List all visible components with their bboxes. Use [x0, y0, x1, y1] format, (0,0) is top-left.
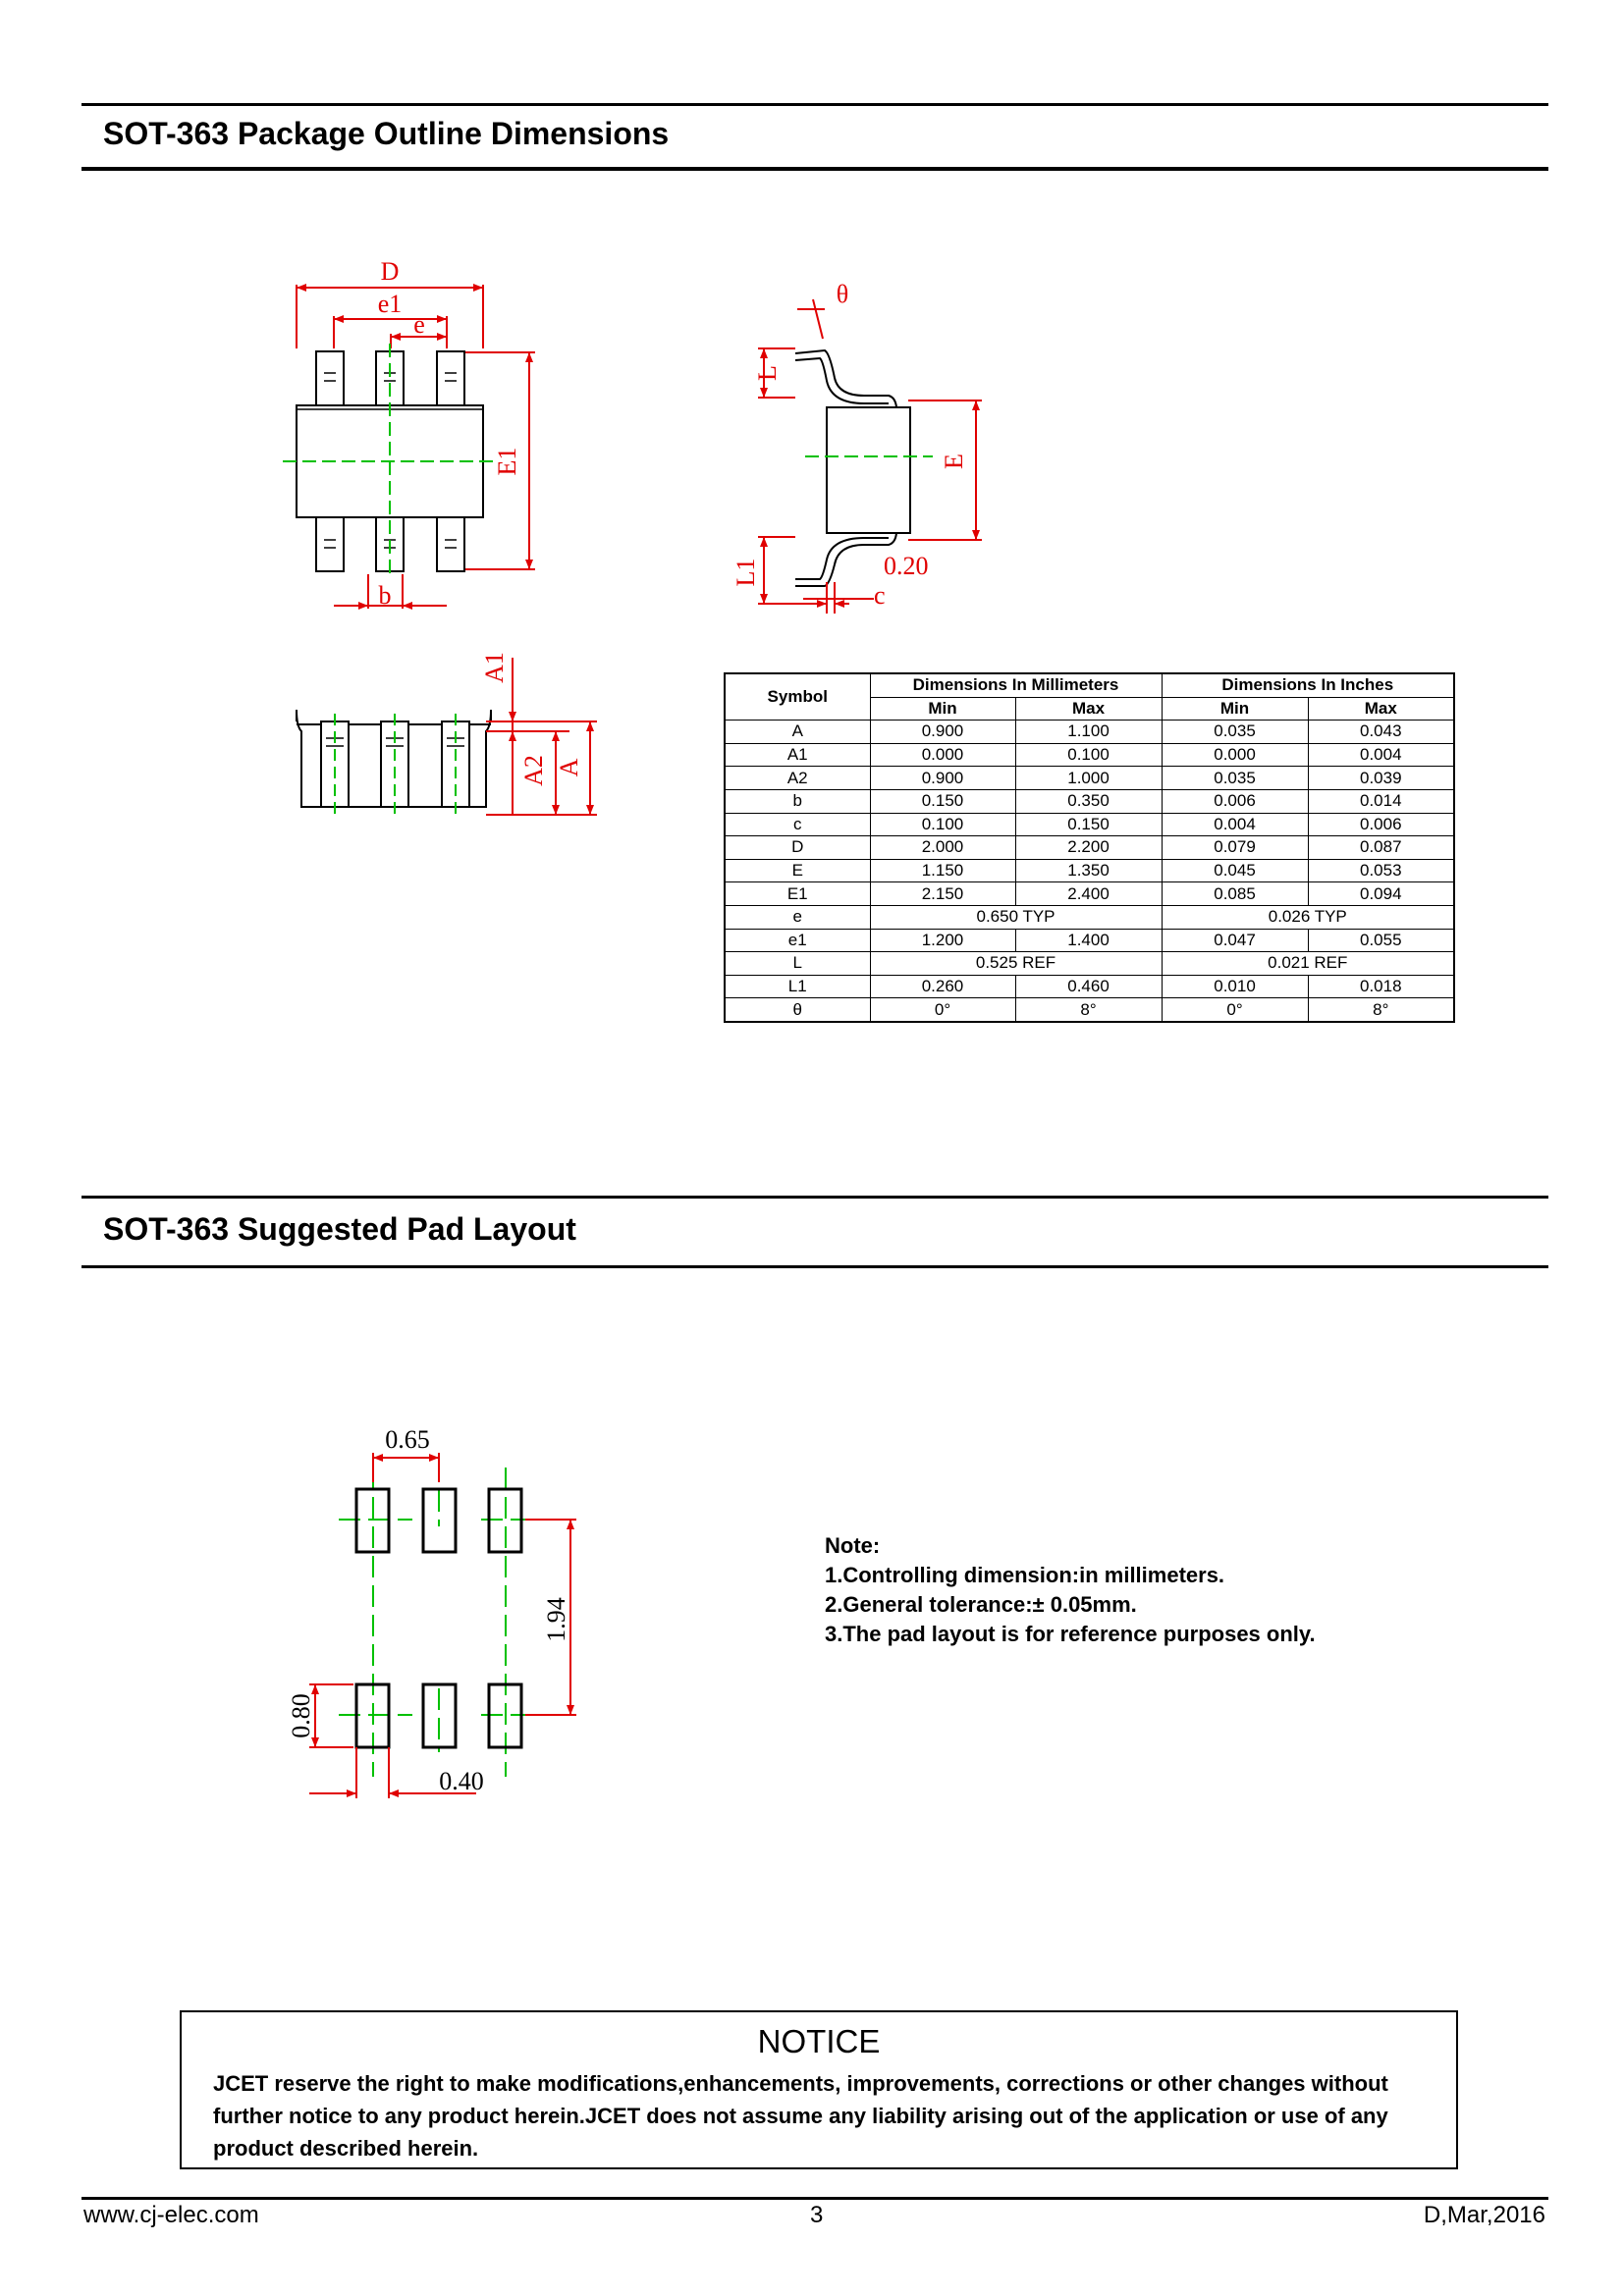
top-view-drawing: [275, 250, 569, 623]
header-symbol: Symbol: [725, 673, 870, 721]
label-E: E: [940, 454, 968, 469]
table-row: θ 0° 8° 0° 8°: [725, 998, 1454, 1022]
label-pitch: 0.65: [385, 1425, 430, 1454]
footer-rule: [81, 2197, 1548, 2200]
pad-layout-drawing: [287, 1414, 604, 1816]
table-row: L 0.525 REF 0.021 REF: [725, 952, 1454, 976]
notice-box: [180, 2010, 1458, 2169]
pad-title-underline: [81, 1265, 1548, 1268]
pad-section-title: SOT-363 Suggested Pad Layout: [103, 1211, 576, 1247]
table-row: E1 2.150 2.400 0.085 0.094: [725, 882, 1454, 906]
label-e1: e1: [377, 290, 403, 318]
note-1: 1.Controlling dimension:in millimeters.: [825, 1563, 1225, 1587]
footer-revision: D,Mar,2016: [1423, 2202, 1545, 2228]
outline-title-underline: [81, 167, 1548, 171]
table-row: A 0.900 1.100 0.035 0.043: [725, 721, 1454, 744]
header-mm-max: Max: [1015, 697, 1162, 721]
label-pad-length: 0.80: [287, 1693, 315, 1738]
table-row: e1 1.200 1.400 0.047 0.055: [725, 929, 1454, 952]
table-row: E 1.150 1.350 0.045 0.053: [725, 859, 1454, 882]
header-mm-min: Min: [870, 697, 1015, 721]
side-view-drawing: [731, 270, 1011, 623]
label-L1: L1: [731, 558, 760, 587]
footer-page-number: 3: [810, 2202, 824, 2228]
header-mm: Dimensions In Millimeters: [870, 673, 1162, 697]
label-c: c: [874, 581, 886, 610]
outline-section-title: SOT-363 Package Outline Dimensions: [103, 116, 670, 151]
label-L: L: [753, 365, 782, 381]
table-row: L1 0.260 0.460 0.010 0.018: [725, 975, 1454, 998]
table-row: b 0.150 0.350 0.006 0.014: [725, 789, 1454, 813]
notice-text: JCET reserve the right to make modifications,enhancements, improvements, corrections or other changes without further notice to any product herein.JCET does not assume any liability arising out of the application or use of any product described herein.: [213, 2071, 1388, 2161]
header-in: Dimensions In Inches: [1162, 673, 1454, 697]
dimension-table: [724, 672, 1455, 1023]
label-A: A: [555, 758, 583, 777]
label-E1: E1: [493, 447, 521, 476]
label-span: 1.94: [542, 1597, 570, 1642]
label-pad-width: 0.40: [439, 1767, 484, 1795]
label-A1: A1: [480, 652, 509, 683]
label-b: b: [378, 581, 392, 610]
note-2: 2.General tolerance:± 0.05mm.: [825, 1592, 1137, 1617]
notice-title: NOTICE: [757, 2023, 881, 2059]
note-3: 3.The pad layout is for reference purposes only.: [825, 1622, 1316, 1646]
pad-section-top-rule: [81, 1196, 1548, 1199]
label-theta: θ: [836, 280, 849, 308]
top-rule: [81, 103, 1548, 106]
table-row: A1 0.000 0.100 0.000 0.004: [725, 743, 1454, 767]
label-D: D: [380, 257, 400, 286]
table-row: c 0.100 0.150 0.004 0.006: [725, 813, 1454, 836]
header-in-min: Min: [1162, 697, 1308, 721]
table-row: A2 0.900 1.000 0.035 0.039: [725, 767, 1454, 790]
table-row: e 0.650 TYP 0.026 TYP: [725, 905, 1454, 929]
table-row: D 2.000 2.200 0.079 0.087: [725, 836, 1454, 860]
notes-block: [825, 1531, 1316, 1649]
notes-heading: Note:: [825, 1533, 881, 1558]
label-e: e: [413, 310, 425, 339]
front-view-drawing: [285, 648, 619, 844]
label-gauge: 0.20: [884, 552, 929, 580]
header-in-max: Max: [1308, 697, 1454, 721]
label-A2: A2: [519, 755, 548, 786]
footer-website: www.cj-elec.com: [83, 2202, 259, 2228]
